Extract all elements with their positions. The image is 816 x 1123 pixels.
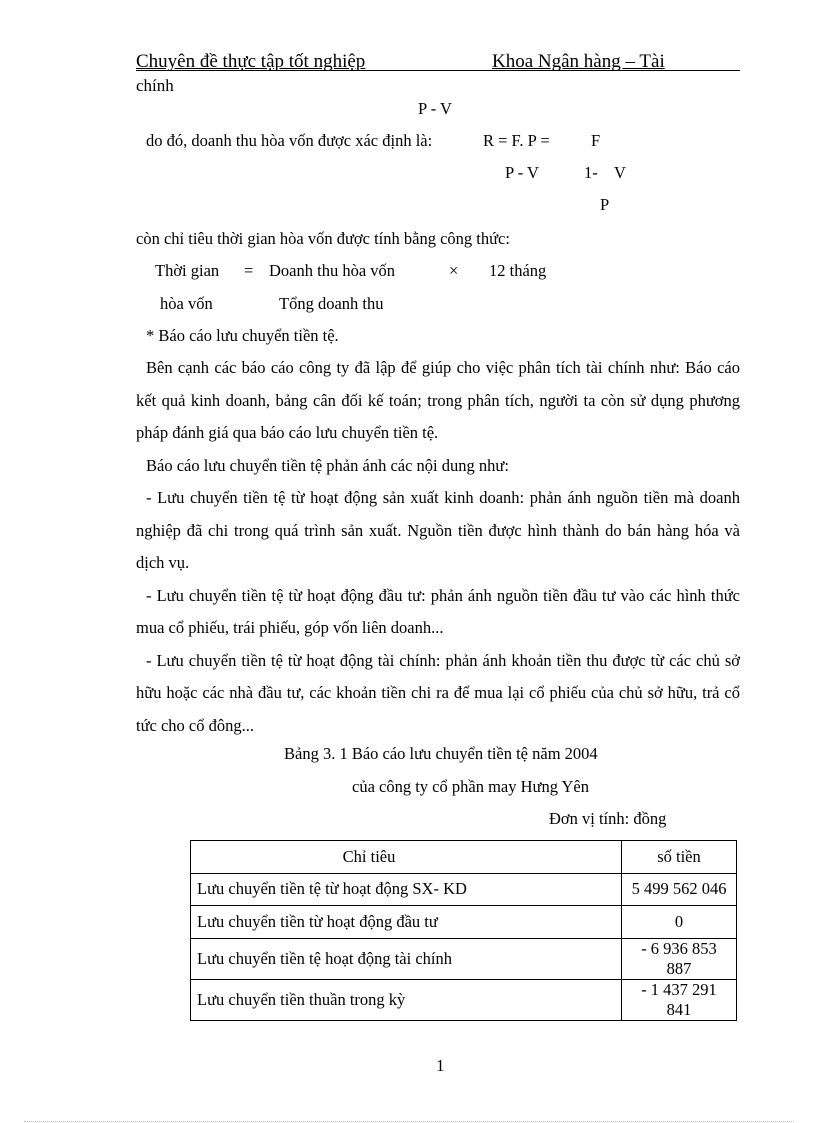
table-header-row bbox=[191, 841, 737, 874]
time-formula-intro: còn chỉ tiêu thời gian hòa vốn được tính bằng công thức: bbox=[136, 229, 510, 248]
row-label: Lưu chuyển tiền thuần trong kỳ bbox=[191, 979, 622, 1020]
formula-top-denominator: P - V bbox=[418, 99, 452, 118]
paragraph-4: - Lưu chuyển tiền tệ từ hoạt động đầu tư: phản ánh nguồn tiền đầu tư vào các hình thức mua cổ phiếu, trái phiếu, góp vốn liên doanh... bbox=[136, 585, 740, 637]
table-title-line2: của công ty cổ phần may Hưng Yên bbox=[352, 777, 589, 796]
cash-flow-table bbox=[190, 840, 737, 1021]
formula-expression: R = F. P = bbox=[483, 131, 550, 150]
time-equals: = bbox=[244, 261, 254, 280]
table-row bbox=[191, 873, 737, 906]
row-label: Lưu chuyển tiền tệ từ hoạt động SX- KD bbox=[191, 873, 622, 906]
time-numerator: Doanh thu hòa vốn bbox=[269, 261, 396, 280]
header-rule bbox=[136, 70, 740, 71]
formula-p: P bbox=[600, 195, 610, 214]
header-cell-amount: số tiền bbox=[622, 841, 737, 874]
table-row bbox=[191, 906, 737, 939]
table-unit: Đơn vị tính: đồng bbox=[549, 809, 667, 828]
header-cell-indicator: Chỉ tiêu bbox=[191, 841, 622, 874]
formula-denominator-pv: P - V bbox=[505, 163, 539, 182]
row-label: Lưu chuyển tiền từ hoạt động đầu tư bbox=[191, 906, 622, 939]
body-text bbox=[136, 352, 740, 742]
paragraph-2: Báo cáo lưu chuyển tiền tệ phản ánh các nội dung như: bbox=[146, 455, 509, 475]
row-value: - 6 936 853 887 bbox=[622, 938, 737, 979]
section-heading: * Báo cáo lưu chuyển tiền tệ. bbox=[146, 326, 339, 345]
header-right: Khoa Ngân hàng – Tài bbox=[492, 51, 665, 72]
header-continuation: chính bbox=[136, 76, 174, 95]
page-number: 1 bbox=[436, 1056, 445, 1075]
paragraph-5: - Lưu chuyển tiền tệ từ hoạt động tài chính: phản ánh khoản tiền thu được từ các chủ sở hữu hoặc các nhà đầu tư, các khoản tiền chi ra để mua lại cổ phiếu của chủ sở hữu, trả cổ tức cho cổ đông... bbox=[136, 650, 740, 735]
paragraph-3: - Lưu chuyển tiền tệ từ hoạt động sản xuất kinh doanh: phản ánh nguồn tiền mà doanh nghiệp đã chi trong quá trình sản xuất. Nguồn tiền được hình thành do bán hàng hóa và dịch vụ. bbox=[136, 488, 740, 572]
row-value: 5 499 562 046 bbox=[622, 873, 737, 906]
formula-intro: do đó, doanh thu hòa vốn được xác định là: bbox=[146, 131, 433, 150]
row-value: 0 bbox=[622, 906, 737, 939]
header-left: Chuyên đề thực tập tốt nghiệp bbox=[136, 51, 366, 72]
time-months: 12 tháng bbox=[489, 261, 547, 280]
time-label-line1: Thời gian bbox=[155, 261, 220, 280]
time-denominator: Tổng doanh thu bbox=[279, 294, 384, 313]
page-bottom-divider bbox=[24, 1121, 794, 1122]
formula-one-minus: 1- bbox=[584, 163, 598, 182]
row-label: Lưu chuyển tiền tệ hoạt động tài chính bbox=[191, 938, 622, 979]
time-times: × bbox=[449, 261, 459, 280]
row-value: - 1 437 291 841 bbox=[622, 979, 737, 1020]
table-row bbox=[191, 979, 737, 1020]
formula-numerator-f: F bbox=[591, 131, 601, 150]
time-label-line2: hòa vốn bbox=[160, 294, 213, 313]
paragraph-1: Bên cạnh các báo cáo công ty đã lập để giúp cho việc phân tích tài chính như: Báo cáo kết quả kinh doanh, bảng cân đối kế toán; trong phân tích, người ta còn sử dụng phương pháp đánh giá qua báo cáo lưu chuyển tiền tệ. bbox=[136, 358, 740, 442]
table-row bbox=[191, 938, 737, 979]
table-title-line1: Bảng 3. 1 Báo cáo lưu chuyển tiền tệ năm 2004 bbox=[284, 744, 598, 763]
formula-v: V bbox=[614, 163, 626, 182]
